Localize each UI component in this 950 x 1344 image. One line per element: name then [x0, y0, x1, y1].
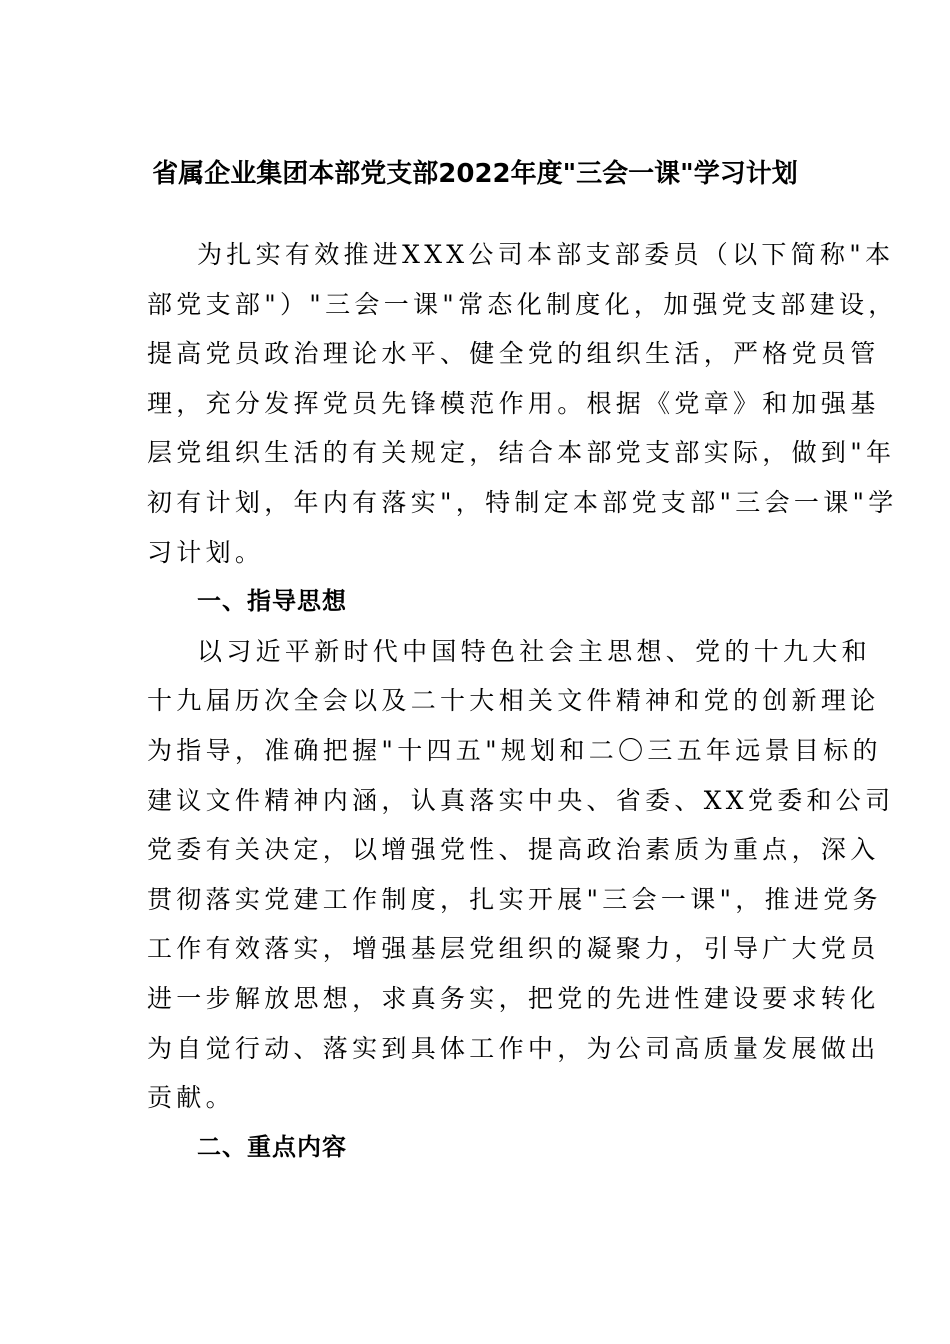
section-heading-guiding-thought: 一、指导思想 [197, 587, 347, 616]
section1-line: 以习近平新时代中国特色社会主思想、党的十九大和 [197, 636, 871, 666]
intro-line: 习计划。 [147, 537, 265, 567]
intro-line: 层党组织生活的有关规定，结合本部党支部实际，做到"年 [147, 438, 896, 468]
section1-line: 为自觉行动、落实到具体工作中，为公司高质量发展做出 [147, 1033, 880, 1063]
section-heading-key-content: 二、重点内容 [197, 1132, 347, 1161]
section1-line: 进一步解放思想，求真务实，把党的先进性建设要求转化 [147, 983, 880, 1013]
intro-line: 理，充分发挥党员先锋模范作用。根据《党章》和加强基 [147, 388, 880, 418]
document-title: 省属企业集团本部党支部2022年度"三会一课"学习计划 [152, 159, 798, 189]
section1-line: 贡献。 [147, 1083, 235, 1113]
section1-line: 十九届历次全会以及二十大相关文件精神和党的创新理论 [147, 686, 880, 716]
section1-line: 党委有关决定，以增强党性、提高政治素质为重点，深入 [147, 835, 880, 865]
section1-line: 建议文件精神内涵，认真落实中央、省委、XX党委和公司 [147, 785, 895, 815]
section1-line: 工作有效落实，增强基层党组织的凝聚力，引导广大党员 [147, 934, 880, 964]
intro-line: 初有计划，年内有落实"，特制定本部党支部"三会一课"学 [147, 487, 898, 517]
document-body [147, 230, 898, 1172]
intro-line: 为扎实有效推进XXX公司本部支部委员（以下简称"本 [197, 240, 895, 269]
intro-line: 提高党员政治理论水平、健全党的组织生活，严格党员管 [147, 339, 880, 369]
intro-line: 部党支部"）"三会一课"常态化制度化，加强党支部建设， [147, 289, 898, 319]
section1-line: 贯彻落实党建工作制度，扎实开展"三会一课"，推进党务 [147, 884, 882, 914]
section1-line: 为指导，准确把握"十四五"规划和二〇三五年远景目标的 [147, 735, 882, 765]
